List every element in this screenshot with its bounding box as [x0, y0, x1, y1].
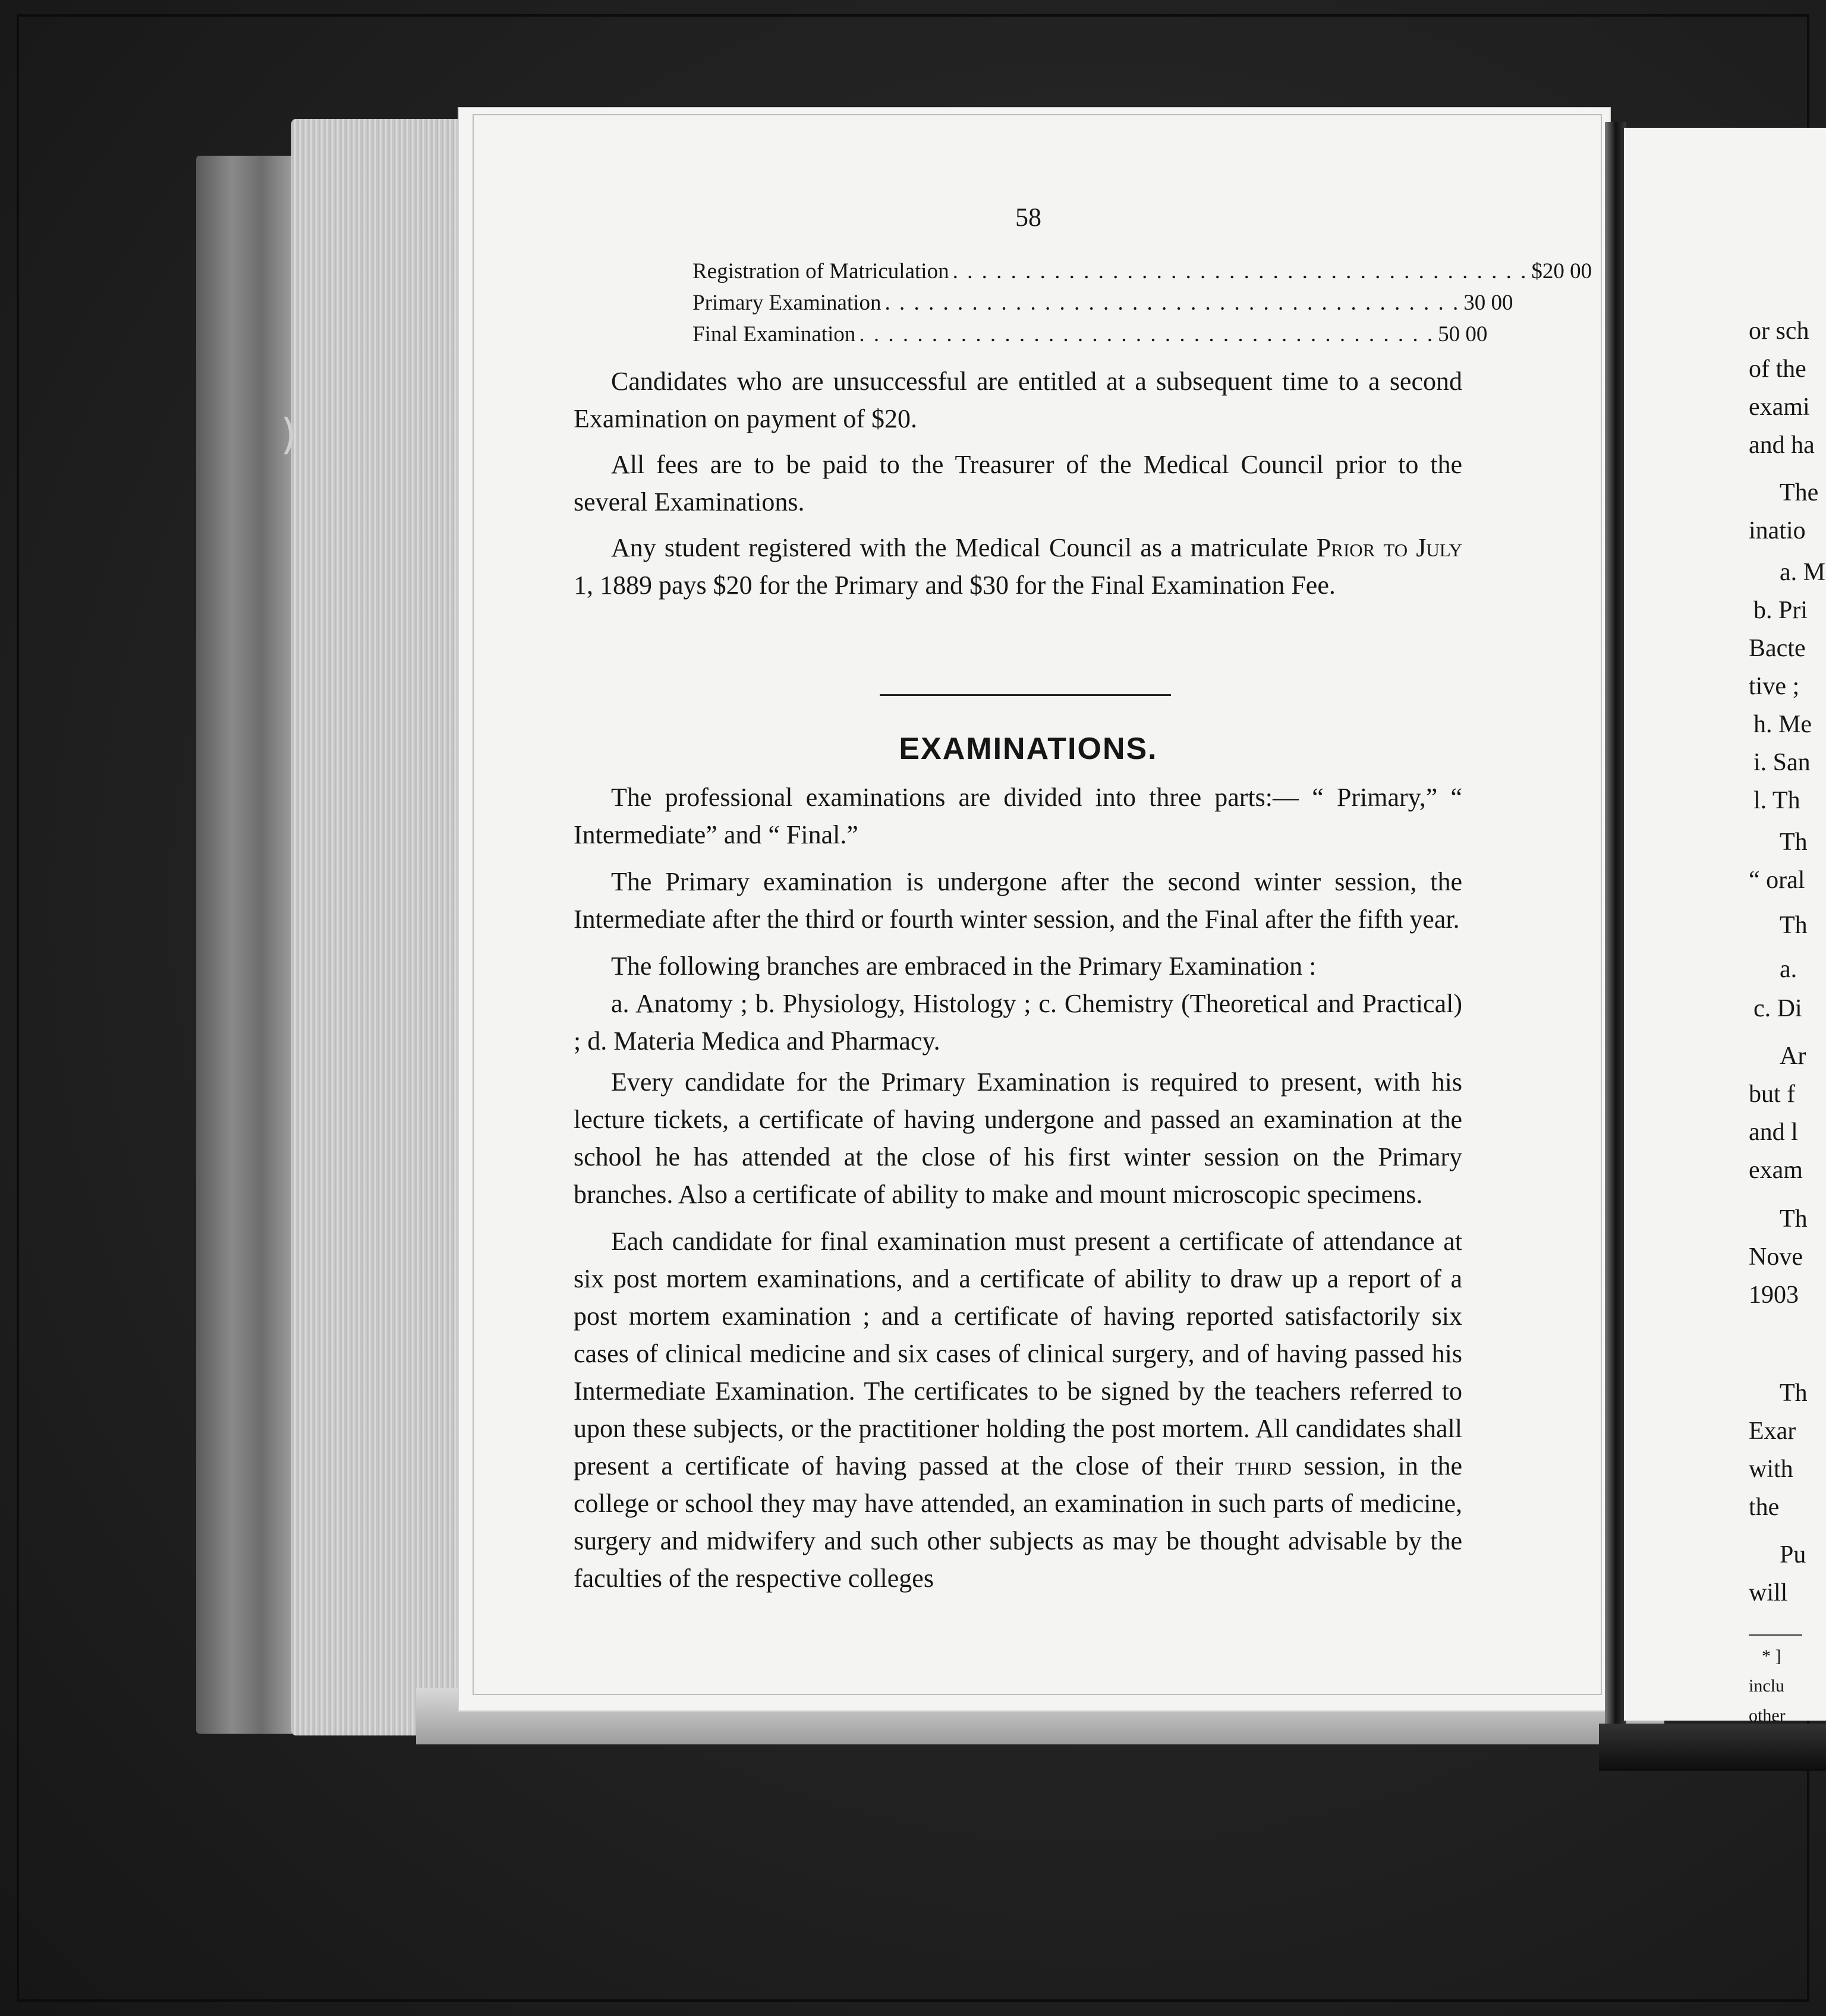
right-line: i. San — [1753, 749, 1811, 776]
final-text-b: session, in the college or school they may have attended, an examination in such parts of medicine, surgery and midwifery and such other subjects as may be thought advisable by the faculties of the respective colleges — [574, 1451, 1462, 1593]
right-line: a. — [1780, 956, 1797, 983]
paragraph-branches: The following branches are embraced in the Primary Examination : — [611, 952, 1317, 981]
right-line: h. Me — [1753, 711, 1812, 738]
section-divider — [880, 694, 1171, 696]
examination-paragraphs — [574, 779, 1462, 1597]
matriculate-text-b: 1889 pays $20 for the Primary and $30 for the Final Examination Fee. — [600, 571, 1336, 600]
paragraph-unsuccessful: Candidates who are unsuccessful are entitled at a subsequent time to a second Examination on payment of $20. — [574, 367, 1462, 433]
right-line: Th — [1780, 912, 1808, 939]
right-line: Th — [1780, 1205, 1808, 1233]
right-line: a. M — [1780, 559, 1825, 586]
right-line: of the — [1749, 355, 1806, 383]
fee-amount: 30 00 — [1463, 291, 1513, 315]
right-line: and ha — [1749, 431, 1815, 459]
right-line: Bacte — [1749, 635, 1806, 662]
right-line: exam — [1749, 1157, 1803, 1184]
matriculate-date: Prior to July 1, — [574, 533, 1463, 600]
fee-amount: 50 00 — [1438, 322, 1488, 346]
paragraph-branch-list: a. Anatomy ; b. Physiology, Histology ; c. Chemistry (Theoretical and Practical) ; d. Materia Medica and Pharmacy. — [574, 989, 1462, 1056]
matriculate-text-a: Any student registered with the Medical Council as a matriculate — [611, 533, 1308, 562]
fee-row — [692, 259, 1592, 290]
fee-table — [692, 259, 1592, 353]
fee-amount: $20 00 — [1531, 259, 1592, 284]
page-number: 58 — [1015, 203, 1041, 232]
right-footnote-line: * ] — [1762, 1646, 1781, 1666]
right-line: c. Di — [1753, 995, 1802, 1022]
right-footnote-line: other — [1749, 1706, 1786, 1725]
page-stack — [291, 119, 464, 1735]
right-line: Ar — [1780, 1042, 1806, 1070]
fee-paragraphs — [574, 363, 1462, 604]
paragraph-parts: The professional examinations are divided into three parts:— “ Primary,” “ Intermediate” and “ Final.” — [574, 783, 1462, 849]
paragraph-matriculate — [574, 529, 1462, 604]
fee-label: Final Examination — [692, 322, 856, 346]
right-line: or sch — [1749, 317, 1809, 345]
right-line: “ oral — [1749, 867, 1805, 894]
paragraph-fees: All fees are to be paid to the Treasurer of the Medical Council prior to the several Examinations. — [574, 450, 1462, 516]
section-heading: EXAMINATIONS. — [899, 732, 1158, 766]
right-footnote-line: inclu — [1749, 1676, 1784, 1696]
leader-dots: . . . . . . . . . . . . . . . . . . . . . . . . . . . . . . . . . . . . . . . . — [952, 259, 1528, 284]
right-line: but f — [1749, 1081, 1796, 1108]
fee-label: Primary Examination — [692, 291, 881, 315]
right-line: tive ; — [1749, 673, 1800, 700]
leader-dots: . . . . . . . . . . . . . . . . . . . . . . . . . . . . . . . . . . . . . . . . — [884, 291, 1460, 315]
right-line: The — [1780, 479, 1819, 506]
paragraph-final — [574, 1223, 1462, 1597]
leader-dots: . . . . . . . . . . . . . . . . . . . . . . . . . . . . . . . . . . . . . . . . — [859, 322, 1435, 346]
paragraph-primary: The Primary examination is undergone after the second winter session, the Intermediate after the third or fourth winter session, and the Final after the fifth year. — [574, 867, 1462, 934]
right-line: l. Th — [1753, 787, 1800, 814]
final-text-a: Each candidate for final examination must present a certificate of attendance at six post mortem examinations, and a certificate of ability to draw up a report of a post mortem examination ; and a certificate of having reported satisfactorily six cases of clinical medicine and six cases of clinical surgery, and of having passed his Intermediate Examination. The certificates to be signed by the teachers referred to upon these subjects, or the practitioner holding the post mortem. All candidates shall present a certificate of having passed at the close of their — [574, 1227, 1462, 1480]
right-line: will — [1749, 1579, 1788, 1606]
right-line: Th — [1780, 829, 1808, 856]
fee-row — [692, 322, 1488, 353]
book-binding-bottom — [1599, 1724, 1826, 1771]
right-line: 1903 — [1749, 1281, 1799, 1309]
right-line: b. Pri — [1753, 597, 1808, 624]
final-third: third — [1235, 1451, 1292, 1480]
paragraph-candidate: Every candidate for the Primary Examination is required to present, with his lecture tickets, a certificate of having undergone and passed an examination at the school he has attended at the close of his first winter session on the Primary branches. Also a certificate of ability to make and mount microscopic specimens. — [574, 1067, 1462, 1209]
book-gutter — [1605, 122, 1626, 1750]
bookmark-curve: ) — [281, 410, 297, 459]
right-line: Th — [1780, 1379, 1808, 1407]
right-line: Exar — [1749, 1418, 1796, 1445]
right-line: and l — [1749, 1119, 1798, 1146]
right-line: exami — [1749, 393, 1810, 421]
right-line: with — [1749, 1456, 1793, 1483]
right-line: inatio — [1749, 517, 1806, 544]
fee-row — [692, 290, 1513, 322]
fee-label: Registration of Matriculation — [692, 259, 949, 284]
right-page-text — [1624, 128, 1826, 1725]
right-line: Pu — [1780, 1541, 1806, 1568]
right-line: the — [1749, 1494, 1780, 1521]
footnote-rule — [1749, 1634, 1802, 1636]
right-line: Nove — [1749, 1243, 1803, 1271]
